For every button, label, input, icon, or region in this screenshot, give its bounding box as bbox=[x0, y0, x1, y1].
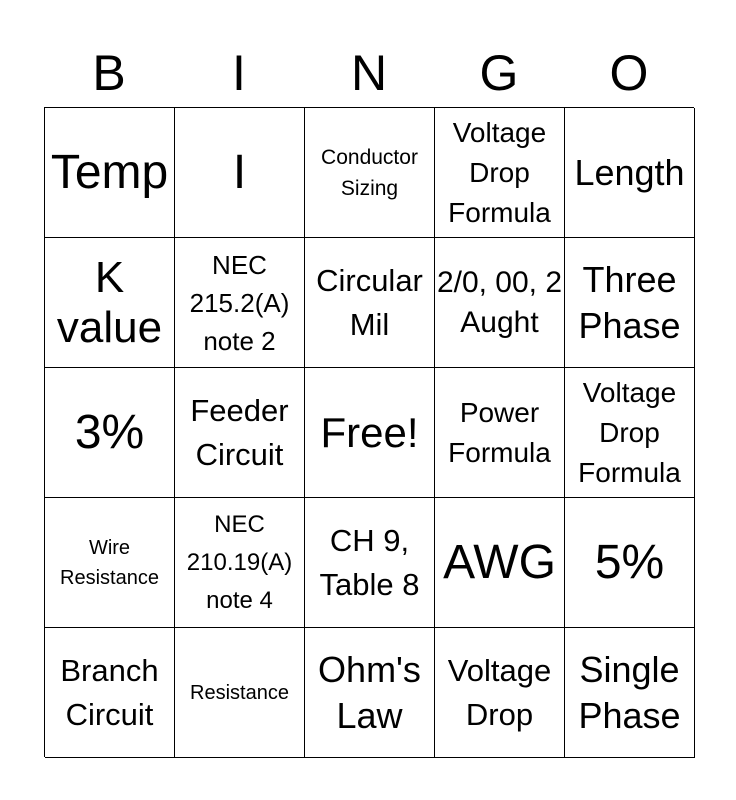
cell-label: NEC 210.19(A) note 4 bbox=[186, 510, 293, 614]
cell-label: AWG bbox=[443, 535, 556, 589]
header-letter-i: I bbox=[232, 45, 246, 101]
bingo-cell-r5-c4[interactable] bbox=[435, 628, 565, 758]
header-letter-o: O bbox=[609, 45, 649, 101]
header-letter-n: N bbox=[350, 45, 388, 101]
bingo-cell-r1-c2[interactable] bbox=[175, 108, 305, 238]
bingo-cell-r4-c5[interactable] bbox=[565, 498, 695, 628]
cell-label: Single Phase bbox=[578, 648, 681, 736]
header-letter-g: G bbox=[479, 45, 519, 101]
cell-label: Voltage Drop Formula bbox=[448, 116, 551, 228]
cell-label: CH 9, Table 8 bbox=[319, 522, 420, 602]
cell-label: 3% bbox=[74, 405, 145, 459]
bingo-card-grid bbox=[44, 107, 694, 757]
cell-label: Voltage Drop bbox=[447, 652, 552, 732]
cell-label: 5% bbox=[594, 535, 665, 589]
cell-label: Free! bbox=[320, 408, 419, 456]
bingo-cell-r3-c3-free-space[interactable] bbox=[305, 368, 435, 498]
cell-label: Three Phase bbox=[578, 258, 681, 346]
bingo-cell-r5-c5[interactable] bbox=[565, 628, 695, 758]
cell-label: Wire Resistance bbox=[60, 536, 159, 589]
bingo-cell-r5-c1[interactable] bbox=[45, 628, 175, 758]
cell-label: Resistance bbox=[190, 681, 289, 704]
bingo-cell-r3-c1[interactable] bbox=[45, 368, 175, 498]
bingo-cell-r1-c1[interactable] bbox=[45, 108, 175, 238]
bingo-cell-r1-c5[interactable] bbox=[565, 108, 695, 238]
bingo-cell-r2-c3[interactable] bbox=[305, 238, 435, 368]
bingo-cell-r3-c2[interactable] bbox=[175, 368, 305, 498]
bingo-cell-r5-c3[interactable] bbox=[305, 628, 435, 758]
bingo-cell-r3-c5[interactable] bbox=[565, 368, 695, 498]
cell-label: Circular Mil bbox=[316, 262, 423, 342]
cell-label: Voltage Drop Formula bbox=[578, 376, 681, 488]
cell-label: Length bbox=[574, 151, 685, 193]
cell-label: 2/0, 00, 2 Aught bbox=[436, 265, 563, 339]
cell-label: Branch Circuit bbox=[60, 652, 159, 732]
bingo-header bbox=[44, 40, 694, 106]
cell-label: Temp bbox=[50, 145, 169, 199]
bingo-cell-r2-c2[interactable] bbox=[175, 238, 305, 368]
cell-label: Conductor Sizing bbox=[321, 145, 418, 200]
cell-label: K value bbox=[56, 252, 163, 352]
bingo-cell-r2-c1[interactable] bbox=[45, 238, 175, 368]
bingo-cell-r2-c5[interactable] bbox=[565, 238, 695, 368]
header-letter-b: B bbox=[92, 45, 126, 101]
bingo-cell-r4-c4[interactable] bbox=[435, 498, 565, 628]
cell-label: Feeder Circuit bbox=[190, 392, 289, 472]
cell-label: NEC 215.2(A) note 2 bbox=[189, 249, 290, 356]
bingo-cell-r1-c4[interactable] bbox=[435, 108, 565, 238]
bingo-cell-r5-c2[interactable] bbox=[175, 628, 305, 758]
bingo-cell-r4-c1[interactable] bbox=[45, 498, 175, 628]
cell-label: Ohm's Law bbox=[318, 648, 421, 736]
bingo-cell-r3-c4[interactable] bbox=[435, 368, 565, 498]
cell-label: I bbox=[232, 145, 247, 199]
bingo-cell-r2-c4[interactable] bbox=[435, 238, 565, 368]
bingo-cell-r4-c2[interactable] bbox=[175, 498, 305, 628]
bingo-cell-r4-c3[interactable] bbox=[305, 498, 435, 628]
cell-label: Power Formula bbox=[448, 396, 551, 468]
bingo-cell-r1-c3[interactable] bbox=[305, 108, 435, 238]
